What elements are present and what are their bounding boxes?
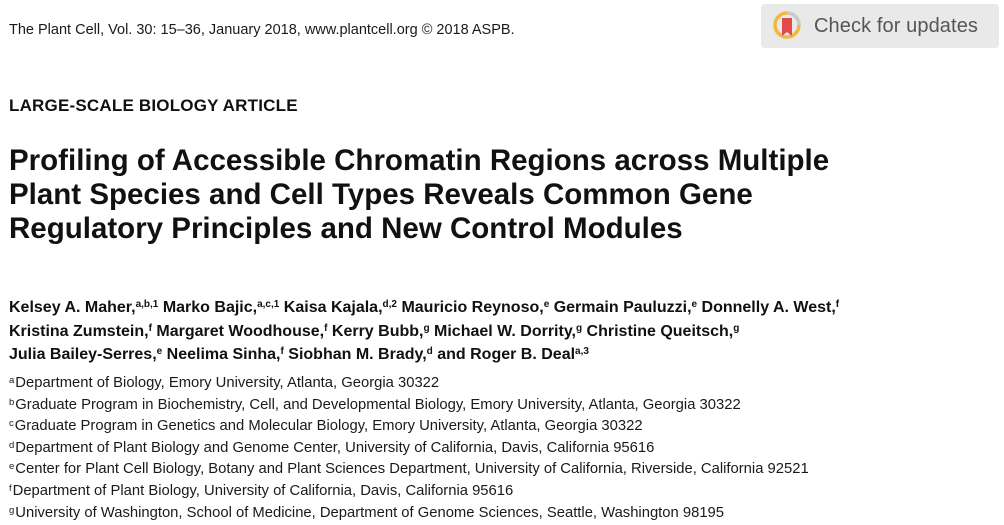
affiliation [9, 459, 1004, 481]
author-affil-sup: f [324, 322, 328, 334]
article-title [9, 144, 999, 246]
author-name: Siobhan M. Brady, [288, 346, 427, 363]
author-affil-sup: f [835, 299, 840, 310]
author-name: Kelsey A. Maher, [9, 299, 136, 316]
check-for-updates-label: Check for updates [814, 14, 979, 37]
author-affil-sup: d [426, 346, 433, 357]
affiliation-text: Department of Plant Biology and Genome Center, University of California, Davis, California 95616 [15, 439, 655, 456]
affiliation-text: Graduate Program in Genetics and Molecular Biology, Emory University, Atlanta, Georgia 30322 [14, 418, 643, 435]
author-affil-sup: f [280, 346, 284, 357]
check-for-updates-button[interactable] [761, 4, 999, 48]
affiliation [9, 395, 1004, 417]
author-name: Margaret Woodhouse, [156, 322, 325, 340]
affiliation-key: e [9, 461, 15, 473]
author-affil-sup: a,c,1 [257, 299, 280, 310]
author-line [9, 296, 1004, 320]
author-affil-sup: d,2 [382, 299, 397, 310]
affiliation-text: Center for Plant Cell Biology, Botany and Plant Sciences Department, University of California, Riverside, California 92521 [15, 461, 809, 478]
affiliation-text: Graduate Program in Biochemistry, Cell, and Developmental Biology, Emory University, Atlanta, Georgia 30322 [15, 396, 741, 413]
affiliation-key: c [9, 418, 14, 430]
author-name: Mauricio Reynoso, [401, 299, 544, 316]
author-affil-sup: f [148, 322, 152, 334]
author-affil-sup: e [156, 346, 163, 357]
affiliation [9, 503, 1004, 525]
author-name: Donnelly A. West, [701, 299, 836, 316]
article-type: LARGE-SCALE BIOLOGY ARTICLE [9, 96, 298, 115]
author-name: Marko Bajic, [162, 299, 258, 316]
author-name: Germain Pauluzzi, [553, 299, 692, 316]
author-affil-sup: a,b,1 [135, 299, 159, 310]
author-name: Julia Bailey-Serres, [9, 346, 157, 363]
author-affil-sup: e [691, 299, 698, 310]
affiliation-list [9, 373, 1004, 524]
bookmark-ring-icon [773, 11, 801, 41]
title-line: Profiling of Accessible Chromatin Regions across Multiple [9, 144, 830, 177]
affiliation [9, 373, 1004, 395]
affiliation [9, 438, 1004, 460]
affiliation [9, 481, 1004, 503]
author-affil-sup: g [733, 322, 740, 334]
author-list [9, 296, 1004, 367]
title-line: Regulatory Principles and New Control Modules [9, 212, 683, 245]
affiliation-key: d [9, 439, 15, 451]
affiliation-text: Department of Biology, Emory University, Atlanta, Georgia 30322 [15, 375, 440, 391]
author-name: Neelima Sinha, [166, 346, 281, 363]
author-name: Michael W. Dorrity, [434, 322, 576, 340]
author-line [9, 343, 1004, 367]
author-name: Kaisa Kajala, [283, 299, 383, 316]
affiliation-key: g [9, 504, 15, 516]
author-name: Kerry Bubb, [331, 322, 424, 340]
affiliation-key: f [9, 482, 12, 494]
title-line: Plant Species and Cell Types Reveals Common Gene [9, 178, 753, 211]
journal-citation: The Plant Cell, Vol. 30: 15–36, January 2018, www.plantcell.org © 2018 ASPB. [9, 22, 515, 38]
affiliation-text: University of Washington, School of Medicine, Department of Genome Sciences, Seattle, Washington 98195 [15, 504, 725, 521]
author-affil-sup: e [543, 299, 550, 310]
author-affil-sup: g [575, 322, 583, 334]
author-name: Kristina Zumstein, [9, 322, 149, 340]
affiliation [9, 416, 1004, 438]
author-name: Christine Queitsch, [586, 322, 734, 340]
author-affil-sup: a,3 [575, 346, 589, 357]
author-name: and Roger B. Deal [437, 346, 576, 363]
affiliation-key: b [9, 396, 15, 408]
author-affil-sup: g [423, 322, 430, 334]
author-line [9, 320, 1004, 344]
affiliation-text: Department of Plant Biology, University of California, Davis, California 95616 [12, 482, 514, 499]
affiliation-key: a [9, 375, 15, 386]
